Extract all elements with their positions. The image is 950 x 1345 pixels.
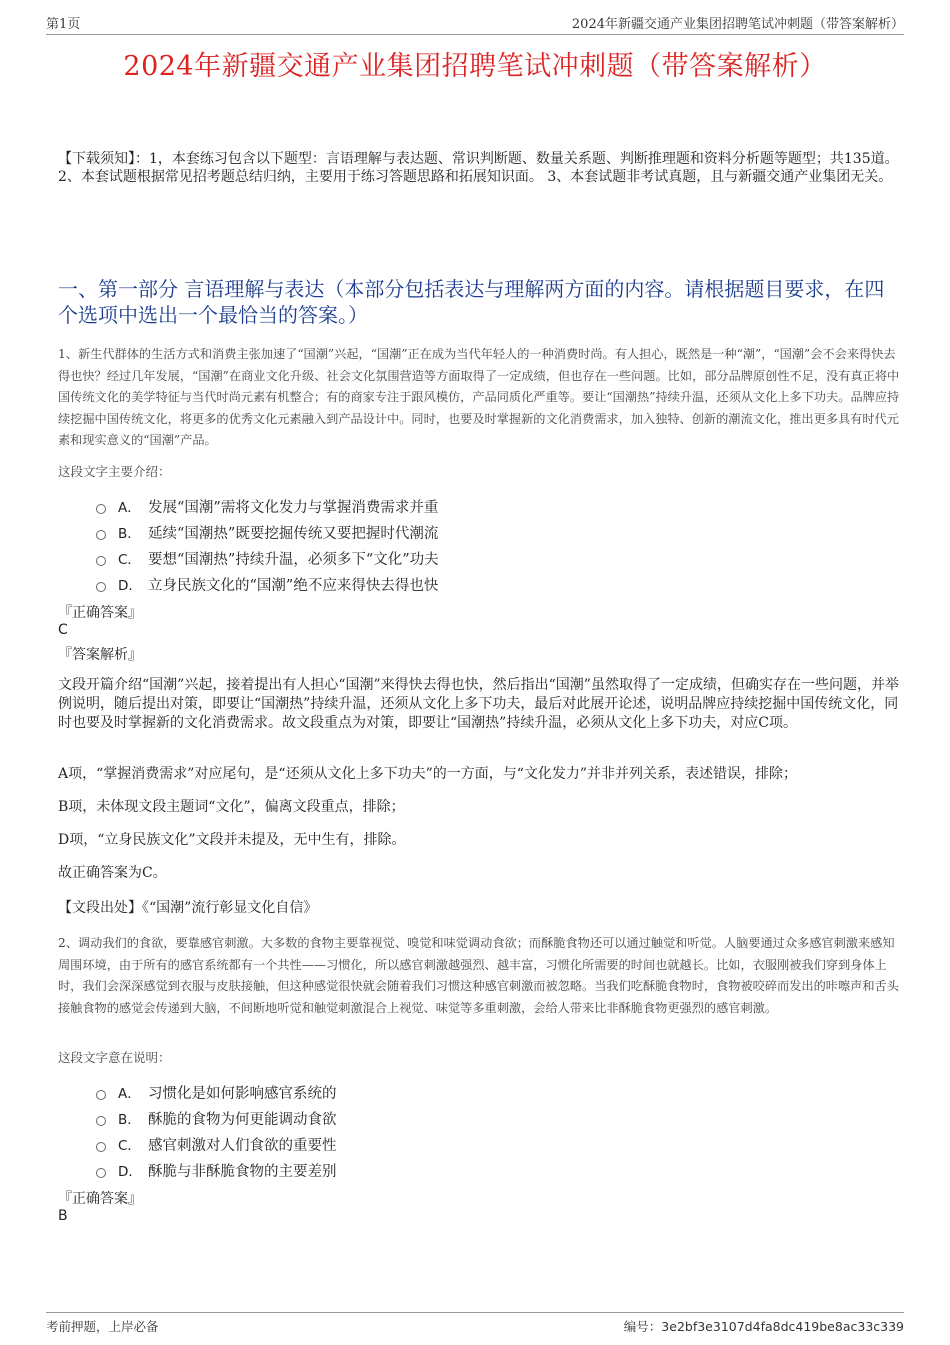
- radio-icon[interactable]: [96, 556, 106, 566]
- q2-option-b[interactable]: B． 酥脆的食物为何更能调动食欲: [96, 1105, 337, 1131]
- radio-icon[interactable]: [96, 1142, 106, 1152]
- q2-answer-label: 『正确答案』: [58, 1191, 142, 1207]
- question-2-text: 2、调动我们的食欲，要靠感官刺激。大多数的食物主要靠视觉、嗅觉和味觉调动食欲；而酥脆食物还可以通过触觉和听觉。人脑要通过众多感官刺激来感知周围环境，由于所有的感官系统都有一个共性——习惯化，所以感官刺激越强烈、越丰富，习惯化所需要的时间也就越长。比如，衣服刚被我们穿到身体上时，我们会深深感觉到衣服与皮肤接触，但这种感觉很快就会随着我们习惯这种感官刺激而被忽略。当我们吃酥脆食物时，食物被咬碎而发出的咔嚓声和舌头接触食物的感觉会传递到大脑，不间断地听觉和触觉刺激混合上视觉、味觉等多重刺激，会给人带来比非酥脆食物更强烈的感官刺激。: [58, 936, 899, 1015]
- q1-option-b[interactable]: B． 延续“国潮热”既要挖掘传统又要把握时代潮流: [96, 519, 439, 545]
- header-doc-title: 2024年新疆交通产业集团招聘笔试冲刺题（带答案解析）: [571, 17, 904, 32]
- page-footer: [46, 1312, 904, 1335]
- page-number: 第1页: [46, 17, 81, 32]
- q1-answer: C: [58, 622, 68, 638]
- radio-icon[interactable]: [96, 1168, 106, 1178]
- q1-analysis-1: 文段开篇介绍“国潮”兴起，接着提出有人担心“国潮”来得快去得也快，然后指出“国潮”虽然取得了一定成绩，但确实存在一些问题，并举例说明，随后提出对策，即要让“国潮热”持续升温，还须从文化上多下功夫，最后对此展开论述，说明品牌应持续挖掘中国传统文化，同时也要及时掌握新的文化消费需求。故文段重点为对策，即要让“国潮热”持续升温，必须从文化上多下功夫，对应C项。: [58, 677, 899, 731]
- q1-analysis-label: 『答案解析』: [58, 647, 142, 663]
- question-1: [58, 344, 904, 452]
- download-notice: 【下载须知】：1，本套练习包含以下题型：言语理解与表达题、常识判断题、数量关系题、判断推理题和资料分析题等题型；共135道。 2、本套试题根据常见招考题总结归纳，主要用于练习答题思路和拓展知识面。 3、本套试题非考试真题，且与新疆交通产业集团无关。: [58, 151, 899, 185]
- document-title: 2024年新疆交通产业集团招聘笔试冲刺题（带答案解析）: [123, 51, 827, 82]
- question-2-prompt: 这段文字意在说明：: [58, 1050, 171, 1065]
- radio-icon[interactable]: [96, 530, 106, 540]
- q1-option-a[interactable]: A． 发展“国潮”需将文化发力与掌握消费需求并重: [96, 493, 439, 519]
- q1-analysis-4: D项，“立身民族文化”文段并未提及，无中生有，排除。: [58, 832, 406, 848]
- question-1-options: [96, 493, 439, 597]
- q2-option-d[interactable]: D． 酥脆与非酥脆食物的主要差别: [96, 1157, 337, 1183]
- q1-answer-label: 『正确答案』: [58, 605, 142, 621]
- q2-option-c[interactable]: C． 感官刺激对人们食欲的重要性: [96, 1131, 337, 1157]
- q1-analysis-3: B项，未体现文段主题词“文化”，偏离文段重点，排除；: [58, 799, 405, 815]
- q2-answer: B: [58, 1208, 68, 1224]
- footer-code: 编号：3e2bf3e3107d4fa8dc419be8ac33c339: [623, 1319, 904, 1334]
- q1-option-c[interactable]: C． 要想“国潮热”持续升温，必须多下“文化”功夫: [96, 545, 439, 571]
- q1-analysis-5: 故正确答案为C。: [58, 865, 167, 881]
- question-1-text: 1、新生代群体的生活方式和消费主张加速了“国潮”兴起，“国潮”正在成为当代年轻人的一种消费时尚。有人担心，既然是一种“潮”，“国潮”会不会来得快去得也快？经过几年发展，“国潮”在商业文化升级、社会文化氛围营造等方面取得了一定成绩，但也存在一些问题。比如，部分品牌原创性不足，没有真正将中国传统文化的美学特征与当代时尚元素有机整合；有的商家专注于跟风模仿，产品同质化严重等。要让“国潮热”持续升温，还须从文化上多下功夫。品牌应持续挖掘中国传统文化，将更多的优秀文化元素融入到产品设计中。同时，也要及时掌握新的文化消费需求，加入独特、创新的潮流文化，推出更多具有时代元素和现实意义的“国潮”产品。: [58, 347, 900, 447]
- question-1-prompt: 这段文字主要介绍：: [58, 464, 171, 479]
- q1-analysis-2: A项，“掌握消费需求”对应尾句，是“还须从文化上多下功夫”的一方面，与“文化发力”并非并列关系，表述错误，排除；: [58, 766, 798, 782]
- q1-option-d[interactable]: D． 立身民族文化的“国潮”绝不应来得快去得也快: [96, 571, 439, 597]
- question-2: [58, 933, 904, 1019]
- footer-slogan: 考前押题，上岸必备: [46, 1319, 159, 1334]
- q1-source: 【文段出处】《“国潮”流行彰显文化自信》: [58, 900, 318, 916]
- radio-icon[interactable]: [96, 1090, 106, 1100]
- radio-icon[interactable]: [96, 1116, 106, 1126]
- section-title: 一、第一部分 言语理解与表达（本部分包括表达与理解两方面的内容。请根据题目要求，在四个选项中选出一个最恰当的答案。）: [58, 277, 885, 327]
- q2-option-a[interactable]: A． 习惯化是如何影响感官系统的: [96, 1079, 337, 1105]
- radio-icon[interactable]: [96, 582, 106, 592]
- page-header: [46, 12, 904, 35]
- question-2-options: [96, 1079, 337, 1183]
- radio-icon[interactable]: [96, 504, 106, 514]
